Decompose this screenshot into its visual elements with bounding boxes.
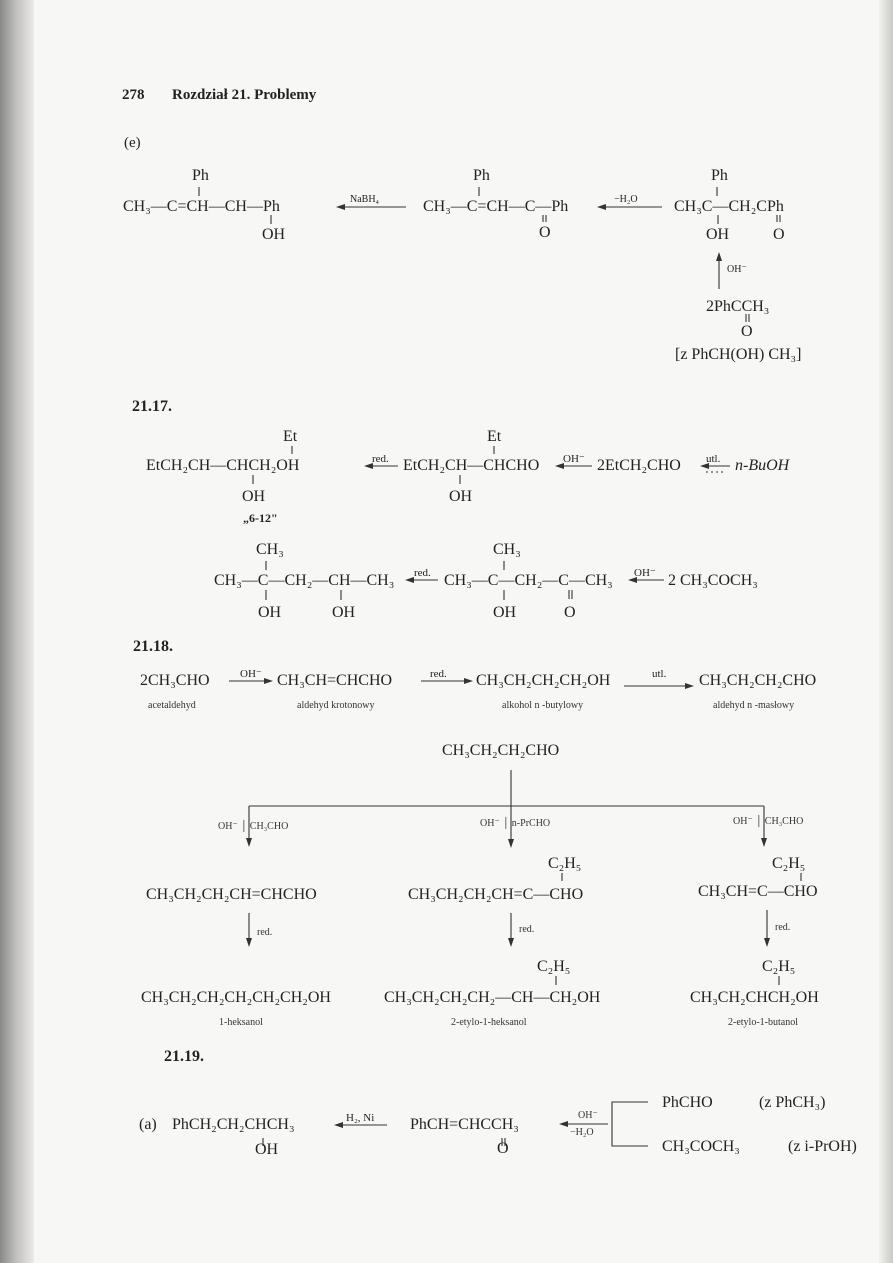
reagent-reduction: red. [430, 668, 447, 680]
reagent-hydroxide: OH⁻ [727, 264, 747, 275]
diol-6-12-formula: EtCH₂CH—CHCH₂OH [146, 457, 300, 474]
benzaldehyde-source: (z PhCH₃) [759, 1094, 826, 1111]
diol-formula: CH₃—C—CH₂—CH—CH₃ [214, 572, 395, 589]
hexenal-formula: CH₃CH₂CH₂CH=CHCHO [146, 886, 317, 903]
ethyl-group: C₂H₅ [762, 958, 796, 975]
diacetone-alcohol-formula: CH₃—C—CH₂—C—CH₃ [444, 572, 613, 589]
ethylhexanol-formula: CH₃CH₂CH₂CH₂—CH—CH₂OH [384, 989, 601, 1006]
reagent-minus-water: −H₂O [614, 194, 638, 205]
reagent-nabh4: NaBH₄ [350, 194, 380, 205]
compound-name: 2-etylo-1-heksanol [451, 1017, 527, 1028]
hydroxyl-group: OH [332, 604, 356, 621]
carbonyl-oxygen: O [564, 604, 576, 621]
problem-heading-21-19: 21.19. [164, 1048, 204, 1065]
compound-name: 2-etylo-1-butanol [728, 1017, 798, 1028]
acetophenone-formula: 2PhCCH₃ [706, 298, 770, 315]
hydroxyl-group: OH [493, 604, 517, 621]
compound-name-6-12: „6-12" [243, 511, 278, 525]
reagent-oxidation: utl. [652, 668, 667, 680]
butanal-formula: 2EtCH₂CHO [597, 457, 681, 474]
reagent-reduction: red. [775, 922, 791, 933]
reagent-hydroxide: OH⁻ [240, 668, 262, 680]
compound-name: 1-heksanol [219, 1017, 263, 1028]
acetaldehyde-formula: 2CH₃CHO [140, 672, 210, 689]
carbonyl-oxygen: O [539, 224, 551, 241]
aldol-formula: EtCH₂CH—CHCHO [403, 457, 540, 474]
methyl-group: CH₃ [493, 541, 521, 558]
compound-name: acetaldehyd [148, 700, 196, 711]
benzaldehyde-formula: PhCHO [662, 1094, 713, 1111]
carbonyl-oxygen: O [497, 1140, 509, 1157]
phenyl-group: Ph [711, 167, 728, 184]
hexanol-formula: CH₃CH₂CH₂CH₂CH₂CH₂OH [141, 989, 331, 1006]
problem-heading-21-17: 21.17. [132, 398, 172, 415]
acetone-source: (z i-PrOH) [788, 1138, 857, 1155]
part-a-label: (a) [139, 1116, 157, 1133]
hydroxyl-group: OH [262, 226, 286, 243]
butanal-formula: CH₃CH₂CH₂CHO [699, 672, 817, 689]
ethyl-group: C₂H₅ [548, 855, 582, 872]
ethylbutenal-formula: CH₃CH=C—CHO [698, 883, 818, 900]
crotonaldehyde-formula: CH₃CH=CHCHO [277, 672, 393, 689]
reagent-minus-water: −H₂O [570, 1127, 594, 1138]
phenyl-group: Ph [473, 167, 490, 184]
hydroxyl-group: OH [258, 604, 282, 621]
acetone-formula: 2 CH₃COCH₃ [668, 572, 758, 589]
phenylbutanol-formula: PhCH₂CH₂CHCH₃ [172, 1116, 295, 1133]
compound-name: aldehyd krotonowy [297, 700, 375, 711]
reagent-hydroxide: OH⁻ [634, 567, 656, 579]
carbonyl-oxygen: O [773, 226, 785, 243]
benzalacetone-formula: PhCH=CHCCH₃ [410, 1116, 519, 1133]
ethylhexenal-formula: CH₃CH₂CH₂CH=C—CHO [408, 886, 584, 903]
butanol-formula: CH₃CH₂CH₂CH₂OH [476, 672, 611, 689]
butanal-formula: CH₃CH₂CH₂CHO [442, 742, 560, 759]
compound-name: alkohol n -butylowy [502, 700, 584, 711]
problem-heading-21-18: 21.18. [133, 638, 173, 655]
page-number: 278 [122, 87, 145, 103]
branch-condition: OH⁻ │ CH₃CHO [218, 821, 289, 832]
butanol-formula: n-BuOH [735, 457, 790, 474]
reagent-hydrogenation: H₂, Ni [346, 1112, 375, 1124]
compound-name: aldehyd n -masłowy [713, 700, 795, 711]
carbonyl-oxygen: O [741, 323, 753, 340]
reagent-reduction: red. [519, 924, 535, 935]
hydroxyl-group: OH [255, 1141, 279, 1158]
ethyl-group: C₂H₅ [537, 958, 571, 975]
ethylbutanol-formula: CH₃CH₂CHCH₂OH [690, 989, 819, 1006]
aldol-formula: CH₃C—CH₂CPh [674, 198, 784, 215]
hydroxyl-group: OH [706, 226, 730, 243]
ethyl-group: Et [283, 428, 298, 445]
allylic-alcohol-formula: CH₃—C=CH—CH—Ph [123, 198, 280, 215]
reagent-oxidation: utl. [706, 453, 721, 465]
phenyl-group: Ph [192, 167, 209, 184]
reagent-reduction: red. [414, 567, 431, 579]
reagent-hydroxide: OH⁻ [563, 453, 585, 465]
methyl-group: CH₃ [256, 541, 284, 558]
branch-condition: OH⁻ │ CH₃CHO [733, 816, 804, 827]
ethyl-group: C₂H₅ [772, 855, 806, 872]
reagent-reduction: red. [372, 453, 389, 465]
branch-condition: OH⁻ │ n-PrCHO [480, 818, 551, 829]
hydroxyl-group: OH [242, 488, 266, 505]
reagent-reduction: red. [257, 927, 273, 938]
reagent-hydroxide: OH⁻ [578, 1110, 598, 1121]
ethyl-group: Et [487, 428, 502, 445]
acetone-formula: CH₃COCH₃ [662, 1138, 740, 1155]
part-e-label: (e) [124, 135, 141, 151]
hydroxyl-group: OH [449, 488, 473, 505]
chapter-title: Rozdział 21. Problemy [172, 87, 317, 103]
enone-formula: CH₃—C=CH—C—Ph [423, 198, 569, 215]
acetophenone-source: [z PhCH(OH) CH₃] [675, 346, 802, 363]
